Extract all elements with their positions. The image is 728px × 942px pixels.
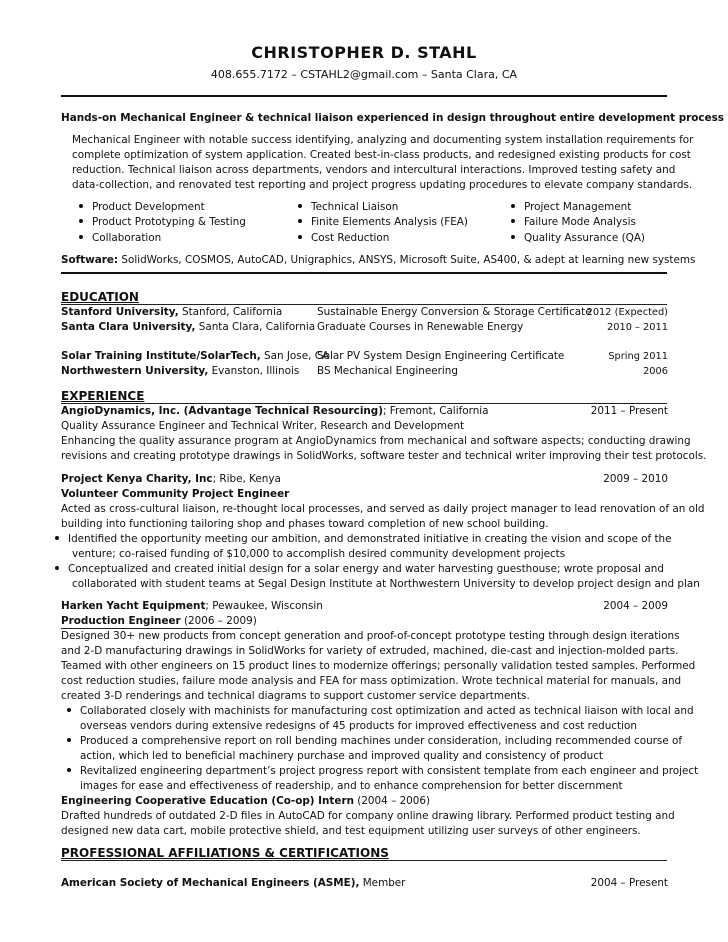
job-bullet: Produced a comprehensive report on roll bending machines under consideration, including recommended course of [67, 734, 682, 749]
bullet-icon [79, 219, 83, 223]
education-program: Graduate Courses in Renewable Energy [317, 321, 524, 333]
skill-item: Collaboration [79, 231, 161, 246]
job-role: Engineering Cooperative Education (Co-op) Intern (2004 – 2006) [61, 795, 431, 807]
education-heading: EDUCATION [61, 290, 139, 304]
education-date: 2012 (Expected) [586, 307, 668, 318]
job-bullet-cont: overseas vendors during extensive redesigns of 45 products for improved effectiveness and cost reduction [80, 720, 637, 732]
bullet-icon [511, 219, 515, 223]
summary-headline: Hands-on Mechanical Engineer & technical liaison experienced in design throughout entire development process [61, 112, 724, 124]
candidate-name: CHRISTOPHER D. STAHL [251, 43, 477, 62]
bullet-icon [298, 235, 302, 239]
job-description-line: Drafted hundreds of outdated 2-D files in AutoCAD for company online drawing library. Performed product testing and [61, 810, 675, 822]
bullet-icon [55, 536, 59, 540]
skill-item: Technical Liaison [298, 200, 398, 215]
education-date: Spring 2011 [608, 351, 668, 362]
job-description-line: Teamed with other engineers on 15 product lines to modernize offerings; personally validation tested samples. Performed [61, 660, 696, 672]
affiliation-item: American Society of Mechanical Engineers (ASME), Member [61, 877, 406, 889]
job-date: 2009 – 2010 [603, 473, 668, 485]
bullet-icon [511, 235, 515, 239]
job-bullet-cont: action, which led to beneficial machinery purchase and improved quality and consistency of product [80, 750, 603, 762]
job-description-line: and 2-D manufacturing drawings in SolidWorks for variety of extruded, machined, die-cast and injection-molded parts. [61, 645, 679, 657]
contact-line: 408.655.7172 – CSTAHL2@gmail.com – Santa Clara, CA [210, 68, 518, 81]
bullet-icon [298, 204, 302, 208]
job-description-line: Designed 30+ new products from concept generation and proof-of-concept prototype testing through design iterations [61, 630, 680, 642]
header-divider [61, 95, 667, 97]
summary-line: reduction. Technical liaison across departments, vendors and intercultural interactions. Improved testing safety and [72, 164, 676, 176]
job-description-line: Enhancing the quality assurance program at AngioDynamics from mechanical and software aspects; conducting drawing [61, 435, 691, 447]
summary-divider [61, 272, 667, 274]
summary-line: Mechanical Engineer with notable success identifying, analyzing and documenting system installation requirements for [72, 134, 694, 146]
job-date: 2011 – Present [590, 405, 668, 417]
summary-line: data-collection, and renovated test reporting and project progress updating procedures to elevate company standards. [72, 179, 693, 191]
education-school: Northwestern University, Evanston, Illinois [61, 365, 300, 377]
bullet-icon [298, 219, 302, 223]
education-school: Stanford University, Stanford, California [61, 306, 283, 318]
bullet-icon [67, 708, 71, 712]
skill-item: Finite Elements Analysis (FEA) [298, 215, 468, 230]
skill-item: Product Prototyping & Testing [79, 215, 246, 230]
job-description-line: cost reduction studies, failure mode analysis and FEA for mass optimization. Wrote technical material for manuals, and [61, 675, 682, 687]
job-description-line: Acted as cross-cultural liaison, re-thought local processes, and served as daily project manager to lead renovation of an old [61, 503, 705, 515]
education-school: Solar Training Institute/SolarTech, San Jose, CA [61, 350, 330, 362]
education-program: BS Mechanical Engineering [317, 365, 458, 377]
education-program: Solar PV System Design Engineering Certificate [317, 350, 565, 362]
bullet-icon [55, 566, 59, 570]
job-role: Quality Assurance Engineer and Technical Writer, Research and Development [61, 420, 465, 432]
job-role: Production Engineer (2006 – 2009) [61, 615, 257, 627]
bullet-icon [67, 738, 71, 742]
job-description-line: designed new data cart, mobile protective shield, and test equipment utilizing user surveys of other engineers. [61, 825, 641, 837]
skill-item: Product Development [79, 200, 205, 215]
bullet-icon [511, 204, 515, 208]
education-date: 2006 [643, 366, 668, 377]
job-date: 2004 – 2009 [603, 600, 668, 612]
education-program: Sustainable Energy Conversion & Storage Certificate [317, 306, 592, 318]
job-description-line: building into functioning tailoring shop and phases toward completion of new school building. [61, 518, 549, 530]
education-school: Santa Clara University, Santa Clara, California [61, 321, 316, 333]
skill-item: Project Management [511, 200, 631, 215]
job-bullet: Collaborated closely with machinists for manufacturing cost optimization and acted as technical liaison with local and [67, 704, 694, 719]
software-line: Software: SolidWorks, COSMOS, AutoCAD, Unigraphics, ANSYS, Microsoft Suite, AS400, & adept at learning new systems [61, 254, 696, 266]
summary-line: complete optimization of system application. Created best-in-class products, and redesigned existing products for cost [72, 149, 691, 161]
job-company: Project Kenya Charity, Inc; Ribe, Kenya [61, 473, 281, 485]
skill-item: Quality Assurance (QA) [511, 231, 645, 246]
affiliation-date: 2004 – Present [590, 877, 668, 889]
affiliations-rule [61, 860, 667, 861]
job-bullet: Identified the opportunity meeting our ambition, and demonstrated initiative in creating the vision and scope of the [55, 532, 672, 547]
job-bullet-cont: collaborated with student teams at Segal Design Institute at Northwestern University to develop project design and plan [72, 578, 700, 590]
affiliations-heading: PROFESSIONAL AFFILIATIONS & CERTIFICATIONS [61, 846, 389, 860]
job-bullet-cont: images for ease and effectiveness of readership, and to enhance comprehension for better discernment [80, 780, 623, 792]
bullet-icon [79, 204, 83, 208]
education-date: 2010 – 2011 [607, 322, 668, 333]
job-bullet-cont: venture; co-raised funding of $10,000 to accomplish desired community development projects [72, 548, 566, 560]
bullet-icon [79, 235, 83, 239]
skill-item: Failure Mode Analysis [511, 215, 636, 230]
bullet-icon [67, 768, 71, 772]
job-role: Volunteer Community Project Engineer [61, 488, 290, 500]
job-description-line: created 3-D renderings and technical diagrams to support customer service departments. [61, 690, 530, 702]
job-bullet: Conceptualized and created initial design for a solar energy and water harvesting guesthouse; wrote proposal and [55, 562, 664, 577]
job-bullet: Revitalized engineering department’s project progress report with consistent template from each engineer and project [67, 764, 698, 779]
skill-item: Cost Reduction [298, 231, 389, 246]
job-company: AngioDynamics, Inc. (Advantage Technical Resourcing); Fremont, California [61, 405, 489, 417]
job-company: Harken Yacht Equipment; Pewaukee, Wisconsin [61, 600, 323, 612]
experience-heading: EXPERIENCE [61, 389, 145, 403]
job-description-line: revisions and creating prototype drawings in SolidWorks, software tester and technical writer improving their test protocols. [61, 450, 707, 462]
